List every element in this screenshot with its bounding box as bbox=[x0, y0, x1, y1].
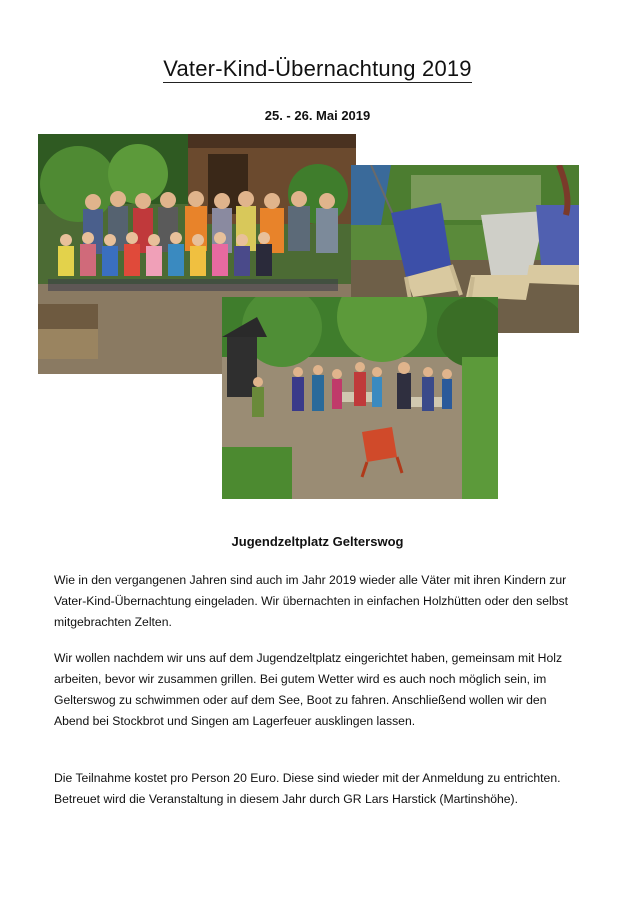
location-heading: Jugendzeltplatz Gelterswog bbox=[231, 534, 404, 549]
paragraph-fee: Die Teilnahme kostet pro Person 20 Euro. Diese sind wieder mit der Anmeldung zu entrichten. Betreuet wird die Veranstaltung in diesem Jahr durch GR Lars Harstick (Martinshöhe). bbox=[54, 771, 561, 806]
document-title bbox=[0, 56, 635, 82]
event-date: 25. - 26. Mai 2019 bbox=[264, 108, 371, 123]
paragraph-invitation: Wie in den vergangenen Jahren sind auch im Jahr 2019 wieder alle Väter mit ihren Kindern zur Vater-Kind-Übernachtung eingeladen. Wir übernachten in einfachen Holzhütten oder den selbst mitgebrachten Zelten. bbox=[54, 573, 569, 629]
document-title-text: Vater-Kind-Übernachtung 2019 bbox=[163, 56, 472, 81]
garden-photo bbox=[222, 297, 498, 499]
paragraph-activities: Wir wollen nachdem wir uns auf dem Jugendzeltplatz eingerichtet haben, gemeinsam mit Holz arbeiten, bevor wir zusammen grillen. Bei gutem Wetter wird es auch noch möglich sein, im Gelterswog zu schwimmen oder auf dem See, Boot zu fahren. Anschließend wollen wir den Abend bei Stockbrot und Singen am Lagerfeuer ausklingen lassen. bbox=[54, 651, 563, 728]
